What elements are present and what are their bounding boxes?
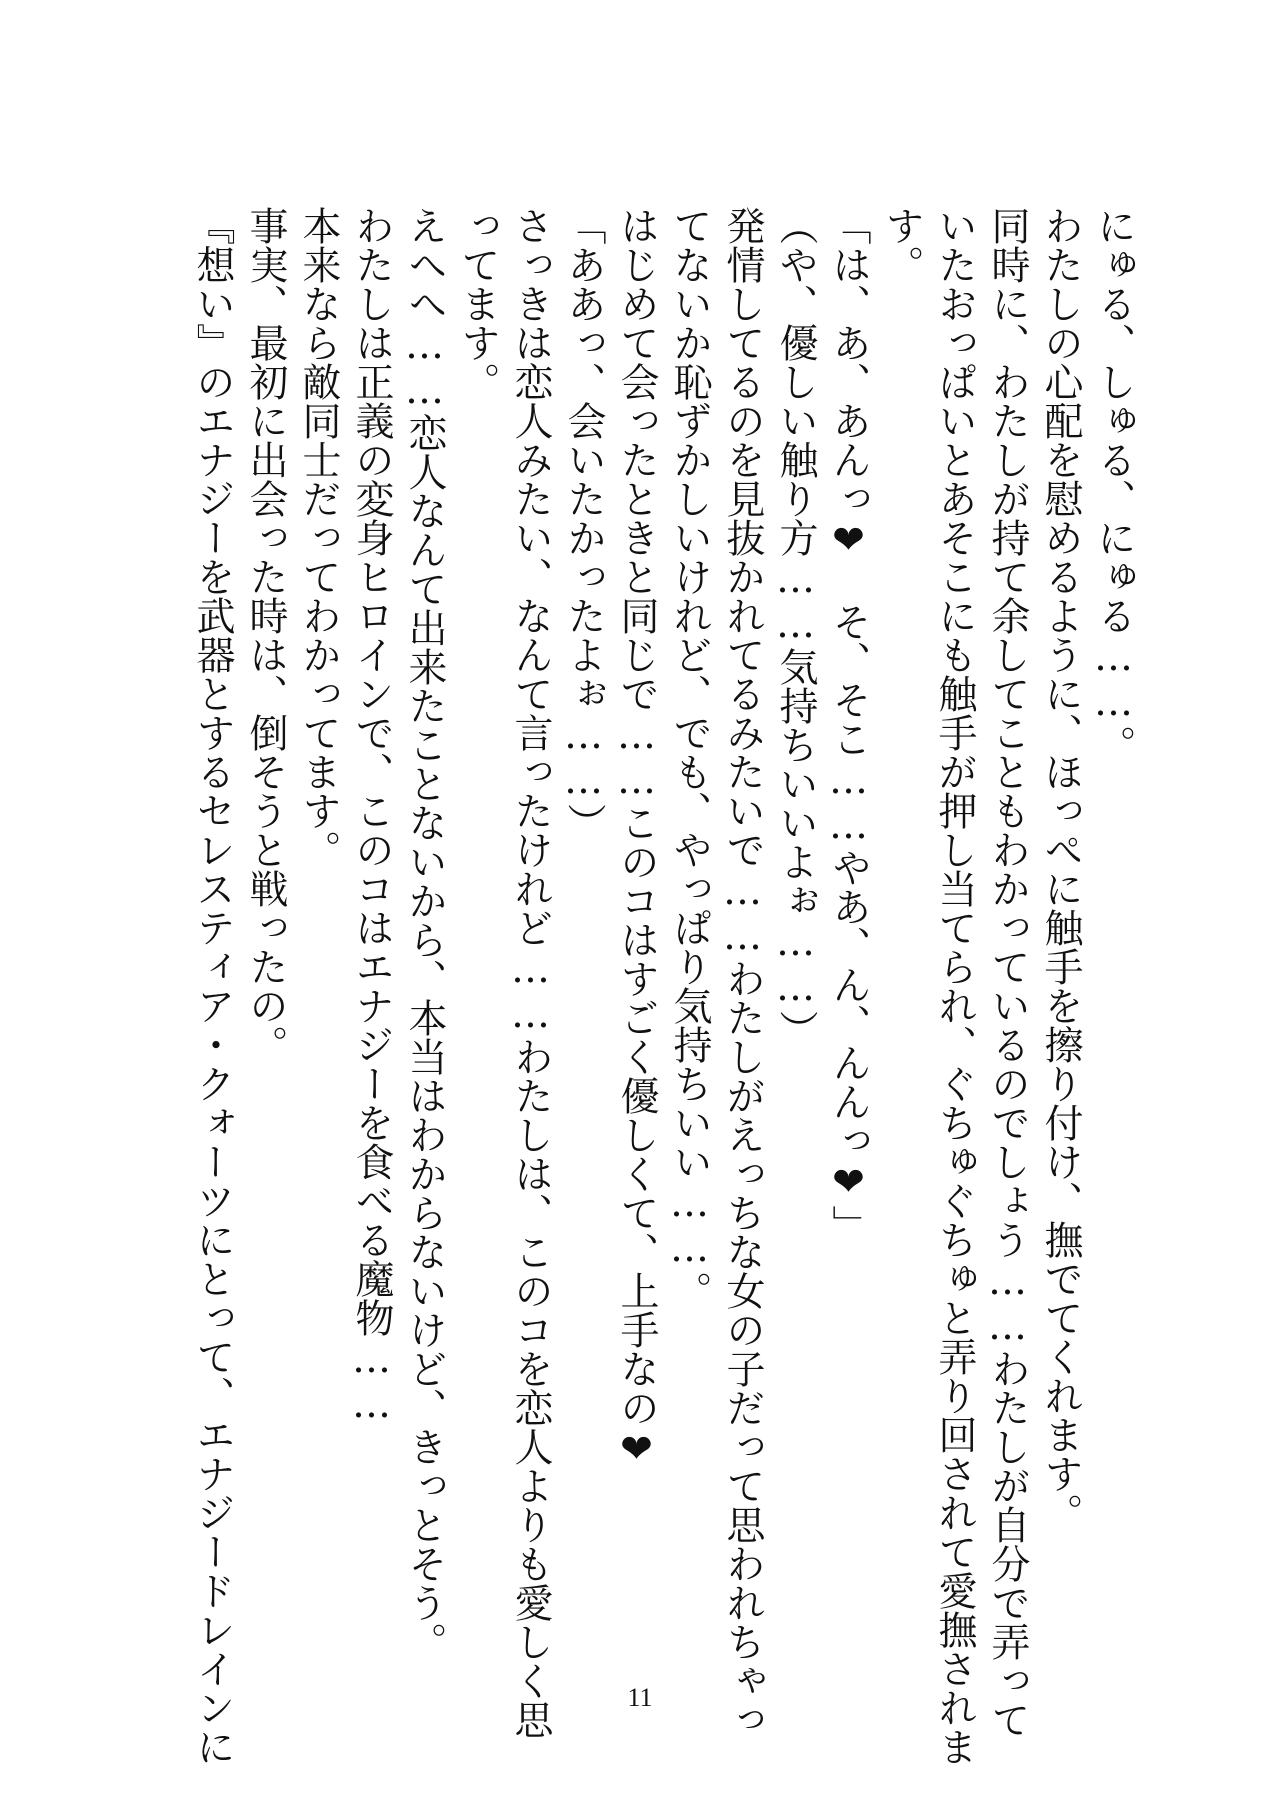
text-line: 「ああっ、会いたかったよぉ……） (561, 206, 606, 842)
text-line: いたおっぱいとあそこにも触手が押し当てられ、ぐちゅぐちゅと弄り回されて愛撫されま (932, 206, 977, 1766)
text-line: さっきは恋人みたい、なんて言ったけれど……わたしは、このコを恋人よりも愛しく思 (508, 206, 553, 1739)
text-line: 『想い』のエナジーを武器とするセレスティア・クォーツにとって、エナジードレインに (190, 206, 235, 1766)
text-line: 本来なら敵同士だってわかってます。 (296, 206, 341, 869)
text-line: はじめて会ったときと同じで……このコはすごく優しくて、上手なの❤ (614, 206, 659, 1472)
text-line: ってます。 (455, 206, 500, 401)
text-line: 事実、最初に出会った時は、倒そうと戦ったの。 (243, 206, 288, 1064)
text-line: えへへ……恋人なんて出来たことないから、本当はわからないけど、きっとそう。 (402, 206, 447, 1661)
text-line: す。 (879, 206, 924, 284)
text-line: てないか恥ずかしいけれど、でも、やっぱり気持ちいい……。 (667, 206, 712, 1310)
page-number: 11 (627, 1683, 653, 1712)
text-line: 同時に、わたしが持て余してこともわかっているのでしょう……わたしが自分で弄って (985, 206, 1030, 1739)
text-line: （や、優しい触り方……気持ちいいよぉ……） (773, 206, 818, 1049)
text-line: 発情してるのを見抜かれてるみたいで……わたしがえっちな女の子だって思われちゃっ (720, 206, 765, 1739)
text-line: わたしの心配を慰めるように、ほっぺに触手を擦り付け、撫でてくれます。 (1038, 206, 1083, 1532)
text-line: わたしは正義の変身ヒロインで、このコはエナジーを食べる魔物…… (349, 206, 394, 1427)
text-line: にゅる、しゅる、にゅる……。 (1091, 206, 1136, 764)
text-line: 「は、あ、あんっ❤ そ、そこ……やあ、ん、んんっ❤」 (826, 206, 871, 1244)
